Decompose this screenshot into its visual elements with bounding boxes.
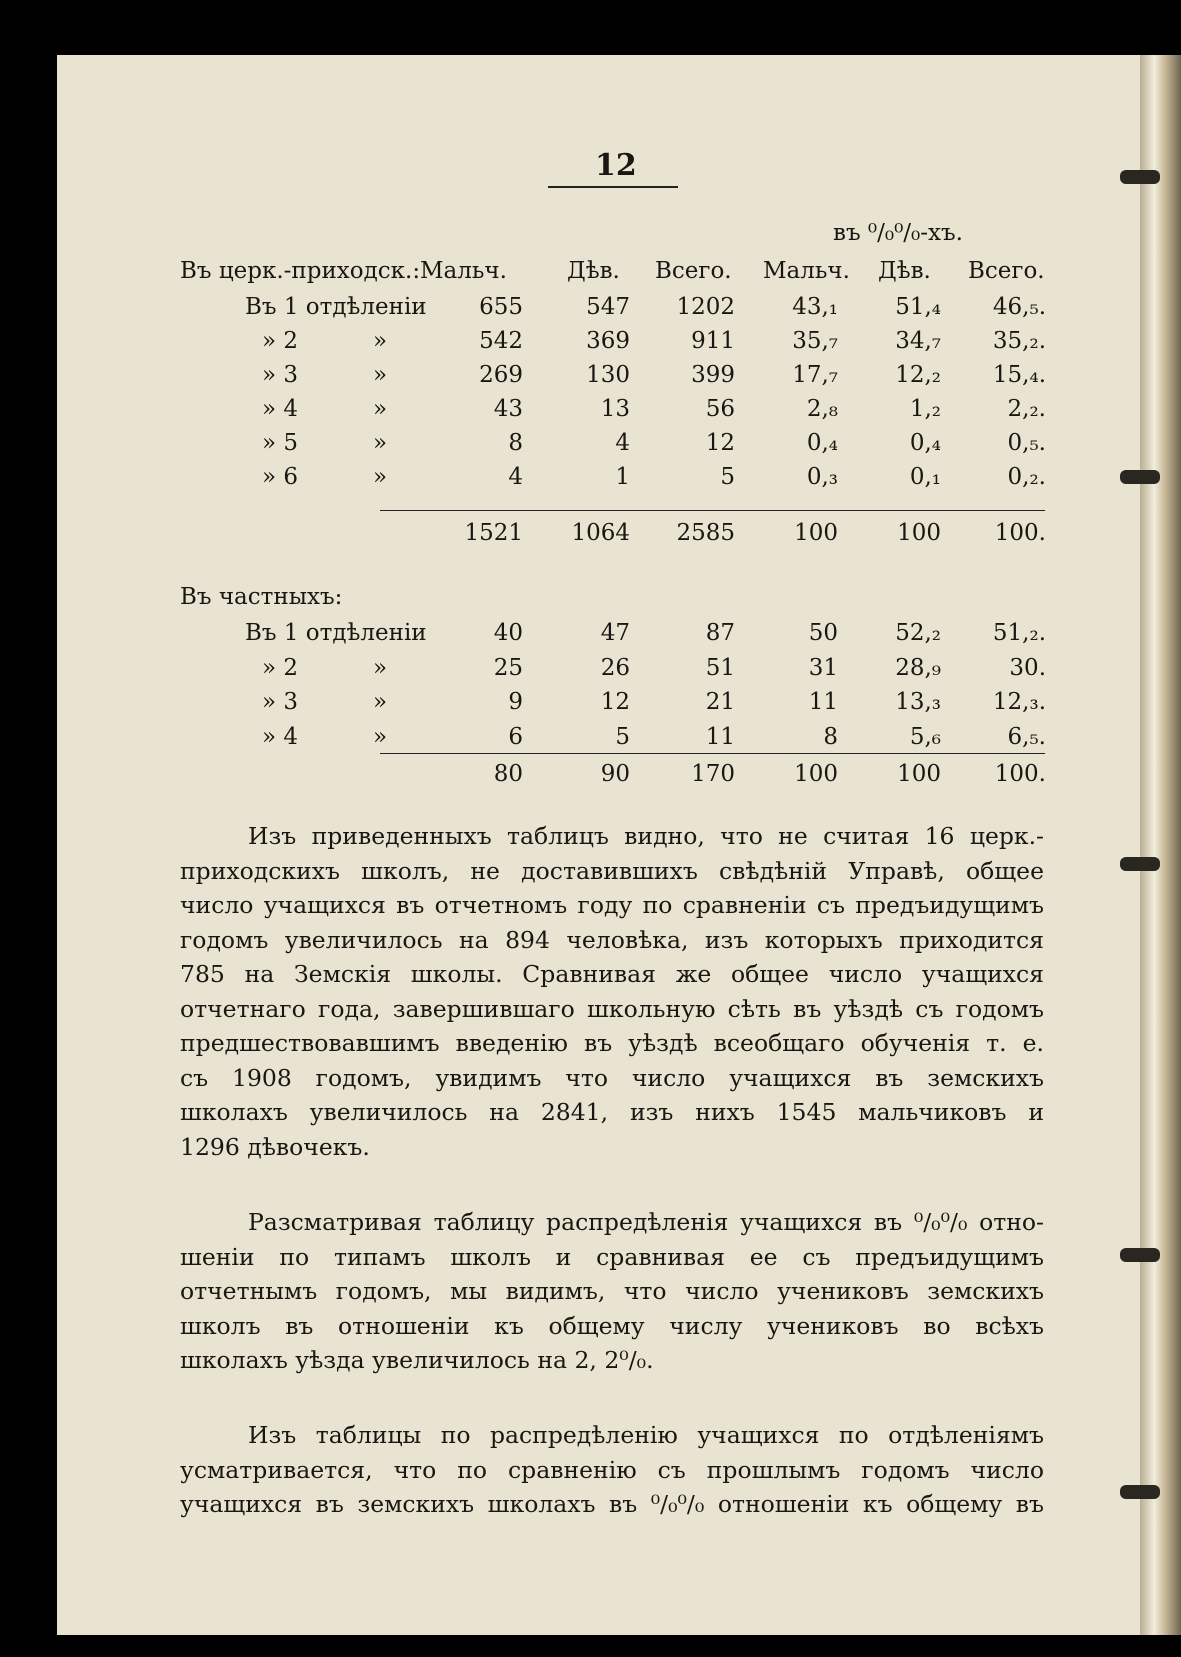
table-cell: 269: [479, 362, 523, 388]
row-label: » 4: [262, 396, 299, 422]
table-cell: 87: [705, 620, 735, 646]
table-cell: 4: [615, 430, 630, 456]
text-line: учащихся въ земскихъ школахъ въ ⁰/₀⁰/₀ отношеніи къ общему въ: [180, 1490, 1044, 1518]
table-cell: 35,₇: [792, 328, 838, 354]
table-cell: 56: [705, 396, 735, 422]
table-cell: 11: [705, 723, 735, 750]
text-line: 785 на Земскія школы. Сравнивая же общее число учащихся: [180, 960, 1044, 988]
table-cell: 34,₇: [895, 328, 941, 354]
row-label: » 2: [262, 328, 299, 354]
table-cell: 43: [493, 396, 523, 422]
binding-stitch: [1120, 1485, 1160, 1499]
table-cell: 35,₂.: [992, 328, 1046, 354]
row-label: » 2: [262, 654, 299, 681]
total-cell: 100: [897, 761, 941, 787]
page-number: 12: [595, 148, 637, 183]
text-line: отчетнымъ годомъ, мы видимъ, что число учениковъ земскихъ: [180, 1277, 1044, 1305]
paragraph: [180, 1205, 1044, 1378]
col-header-pct-total: Всего.: [968, 258, 1045, 284]
table-cell: 911: [691, 328, 735, 354]
text-line: годомъ увеличилось на 894 человѣка, изъ которыхъ приходится: [180, 925, 1044, 954]
table-cell: 542: [479, 328, 523, 354]
total-cell: 1064: [571, 520, 630, 546]
table-cell: 1,₂: [909, 396, 941, 422]
total-cell: 100: [794, 520, 838, 546]
table-cell: 17,₇: [792, 362, 838, 388]
text-line: предшествовавшимъ введенію въ уѣздѣ всеобщаго обученія т. е.: [180, 1029, 1044, 1057]
binding-stitch: [1120, 470, 1160, 484]
text-line: Изъ таблицы по распредѣленію учащихся по отдѣленіямъ: [248, 1421, 1044, 1449]
table-cell: 15,₄.: [992, 362, 1046, 388]
table-cell: 12: [705, 430, 735, 456]
book-spine-edge: [1140, 55, 1181, 1635]
text-line: число учащихся въ отчетномъ году по сравненіи съ предъидущимъ: [180, 891, 1044, 919]
table-cell: 8: [508, 430, 523, 456]
table-cell: 40: [493, 620, 523, 646]
text-line: съ 1908 годомъ, увидимъ что число учащихся въ земскихъ: [180, 1063, 1044, 1092]
text-line: Разсматривая таблицу распредѣленія учащихся въ ⁰/₀⁰/₀ отно-: [248, 1208, 1044, 1236]
table-cell: 26: [600, 654, 630, 681]
ditto-mark: »: [373, 689, 388, 715]
total-cell: 90: [600, 761, 630, 787]
table-cell: 9: [508, 689, 523, 715]
section-title-private: Въ частныхъ:: [180, 584, 343, 610]
table-rule: [380, 753, 1045, 754]
ditto-mark: »: [373, 396, 388, 422]
table-cell: 5: [720, 464, 735, 490]
table-cell: 0,₃: [806, 464, 838, 490]
row-label: » 6: [262, 464, 299, 490]
row-label: Въ 1 отдѣленіи: [245, 620, 427, 646]
table-cell: 0,₂.: [1007, 464, 1046, 490]
row-label: Въ 1 отдѣленіи: [245, 294, 427, 320]
total-cell: 100.: [994, 761, 1046, 787]
text-line: школахъ увеличилось на 2841, изъ нихъ 1545 мальчиковъ и: [180, 1098, 1044, 1126]
paragraph: [180, 819, 1044, 1164]
table-cell: 6: [508, 723, 523, 750]
table-cell: 51,₂.: [992, 620, 1046, 646]
ditto-mark: »: [373, 362, 388, 388]
table-cell: 12,₂: [895, 362, 941, 388]
col-header-total: Всего.: [655, 258, 732, 284]
table-cell: 12: [600, 689, 630, 715]
paragraph: [180, 1418, 1044, 1522]
row-label: » 4: [262, 723, 299, 750]
table-cell: 1: [615, 464, 630, 490]
ditto-mark: »: [373, 430, 388, 456]
table-cell: 2,₈: [806, 396, 838, 422]
table-cell: 13,₃: [895, 689, 941, 715]
row-label: » 5: [262, 430, 299, 456]
table-cell: 46,₅.: [992, 294, 1046, 320]
table-cell: 11: [808, 689, 838, 715]
table-cell: 4: [508, 464, 523, 490]
binding-stitch: [1120, 170, 1160, 184]
table-cell: 21: [705, 689, 735, 715]
table-cell: 50: [808, 620, 838, 646]
table-rule: [380, 510, 1045, 511]
table-cell: 25: [493, 654, 523, 681]
binding-stitch: [1120, 857, 1160, 871]
ditto-mark: »: [373, 654, 388, 681]
text-line: шеніи по типамъ школъ и сравнивая ее съ предъидущимъ: [180, 1242, 1044, 1271]
table-cell: 1202: [676, 294, 735, 320]
table-cell: 13: [600, 396, 630, 422]
table-cell: 130: [586, 362, 630, 388]
total-cell: 80: [493, 761, 523, 787]
table-cell: 31: [808, 654, 838, 681]
table-cell: 0,₁: [909, 464, 941, 490]
text-line: Изъ приведенныхъ таблицъ видно, что не считая 16 церк.-: [248, 822, 1044, 850]
total-cell: 1521: [464, 520, 523, 546]
table-cell: 12,₃.: [992, 689, 1046, 715]
text-line: отчетнаго года, завершившаго школьную сѣть въ уѣздѣ съ годомъ: [180, 994, 1044, 1023]
text-line: приходскихъ школъ, не доставившихъ свѣдѣній Управѣ, общее: [180, 856, 1044, 885]
percent-header: въ ⁰/₀⁰/₀-хъ.: [833, 220, 963, 246]
table-cell: 30.: [1009, 654, 1046, 681]
table-cell: 547: [586, 294, 630, 320]
row-label: » 3: [262, 689, 299, 715]
text-line: школъ въ отношеніи къ общему числу учениковъ во всѣхъ: [180, 1311, 1044, 1340]
ditto-mark: »: [373, 328, 388, 354]
total-cell: 2585: [676, 520, 735, 546]
table-cell: 655: [479, 294, 523, 320]
table-cell: 51: [705, 654, 735, 681]
col-header-pct-boys: Мальч.: [763, 258, 850, 284]
table-cell: 2,₂.: [1007, 396, 1046, 422]
total-cell: 100: [794, 761, 838, 787]
ditto-mark: »: [373, 464, 388, 490]
table-cell: 5,₆: [909, 723, 941, 750]
table-cell: 47: [600, 620, 630, 646]
table-cell: 5: [615, 723, 630, 750]
page-number-rule: [548, 186, 678, 188]
table-cell: 8: [823, 723, 838, 750]
table-cell: 0,₄: [909, 430, 941, 456]
text-line: усматривается, что по сравненію съ прошлымъ годомъ число: [180, 1455, 1044, 1484]
table-cell: 43,₁: [792, 294, 838, 320]
col-header-boys: Мальч.: [420, 258, 507, 284]
table-cell: 0,₅.: [1007, 430, 1046, 456]
ditto-mark: »: [373, 723, 388, 750]
binding-stitch: [1120, 1248, 1160, 1262]
table-cell: 28,₉: [895, 654, 941, 681]
table-cell: 369: [586, 328, 630, 354]
col-header-pct-girls: Дѣв.: [878, 258, 931, 284]
section-title-parish: Въ церк.-приходск.:: [180, 258, 421, 284]
table-cell: 52,₂: [895, 620, 941, 646]
text-line: 1296 дѣвочекъ.: [180, 1132, 370, 1161]
col-header-girls: Дѣв.: [567, 258, 620, 284]
total-cell: 100.: [994, 520, 1046, 546]
total-cell: 170: [691, 761, 735, 787]
text-line: школахъ уѣзда увеличилось на 2, 2⁰/₀.: [180, 1346, 654, 1374]
total-cell: 100: [897, 520, 941, 546]
table-cell: 6,₅.: [1007, 723, 1046, 750]
row-label: » 3: [262, 362, 299, 388]
table-cell: 0,₄: [806, 430, 838, 456]
table-cell: 399: [691, 362, 735, 388]
table-cell: 51,₄: [895, 294, 941, 320]
